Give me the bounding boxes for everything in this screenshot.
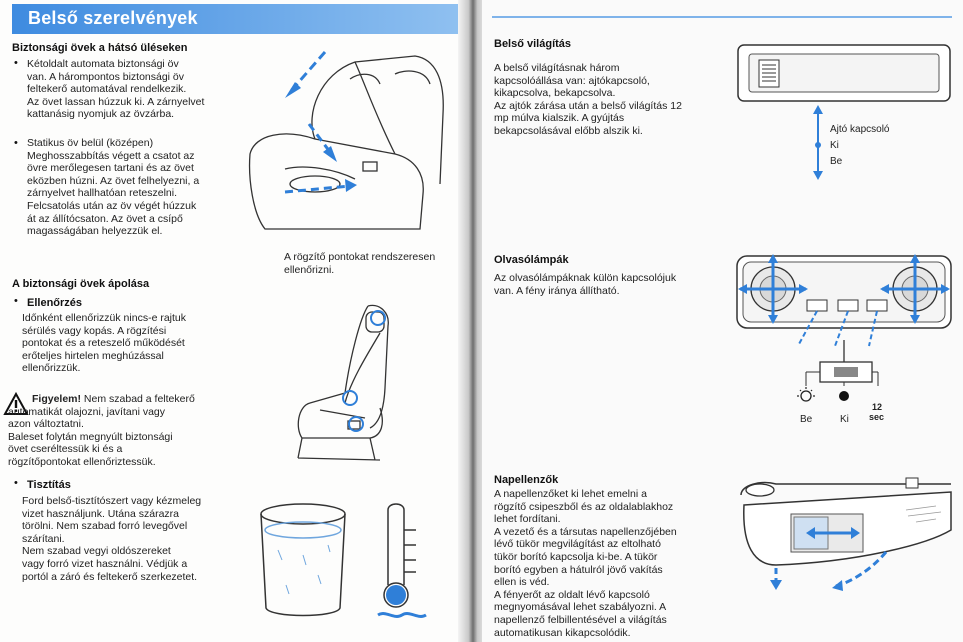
- front-seat-belt-illustration: [290, 298, 410, 466]
- section-banner: [12, 4, 458, 34]
- top-rule: [492, 16, 952, 18]
- bullet: •: [14, 137, 18, 149]
- switch-position-arrow: [808, 105, 828, 180]
- rear-seat-belt-illustration: [245, 44, 455, 244]
- interior-light-switch-illustration: [737, 44, 951, 104]
- label-on: Be: [830, 156, 843, 167]
- label-lamp-12: 12: [872, 402, 883, 412]
- caption-anchor-points: A rögzítő pontokat rendszeresen ellenőrizni.: [284, 251, 436, 276]
- sun-visor-illustration: [736, 470, 958, 592]
- rear-belts-text-2: Statikus öv belül (középen) Meghosszabbítás végett a csatot az övre merőlegesen tartani és az övet eközben húzni. Az övet felhelyezni, a zárnyelvet hallhatóan reteszelni. Felcsatolás után az öv végét húzzuk át az állítócsaton. Az övet a csípő magasságában helyezzük el.: [27, 137, 200, 238]
- subheading-check: Ellenőrzés: [27, 297, 83, 309]
- heading-belt-care: A biztonsági övek ápolása: [12, 278, 150, 290]
- heading-reading-lamps: Olvasólámpák: [494, 254, 569, 266]
- bullet: •: [14, 57, 18, 69]
- rear-belts-text-1: Kétoldalt automata biztonsági öv van. A hárompontos biztonsági öv feltekerő automatával rendelkezik. Az övet lassan húzzuk ki. A zárnyelvet kattanásig nyomjuk az övzárba.: [27, 58, 205, 121]
- reading-lamps-text: Az olvasólámpáknak külön kapcsolójuk van. A fény iránya állítható.: [494, 272, 677, 297]
- left-page: [0, 0, 468, 642]
- warning-body: Nem szabad a feltekerő automatikát olajozni, javítani vagy azon változtatni. Baleset folytán megnyúlt biztonsági övet cseréltessük ki és a rögzítőpontokat ellenőriztessük.: [8, 393, 195, 468]
- interior-light-text: A belső világításnak három kapcsolóállása van: ajtókapcsoló, kikapcsolva, bekapcsolva. Az ajtók zárása után a belső világítás 12 mp múlva kialszik. A gyújtás bekapcsolásával előbb alszik ki.: [494, 62, 682, 137]
- cleaning-text: Ford belső-tisztítószert vagy kézmeleg vizet használjunk. Utána szárazra törölni. Nem szabad forró levegővel szárítani. Nem szabad vegyi oldószereket vagy forró vizet használni. Védjük a portól a záró és feltekerő szerkezetet.: [22, 495, 202, 583]
- label-off: Ki: [830, 140, 839, 151]
- reading-lamp-switch-illustration: [792, 340, 888, 402]
- heading-sun-visors: Napellenzők: [494, 474, 559, 486]
- subheading-cleaning: Tisztítás: [27, 479, 71, 491]
- bullet: •: [14, 477, 18, 489]
- heading-interior-light: Belső világítás: [494, 38, 572, 50]
- reading-lamp-illustration: [735, 254, 953, 354]
- warning-text: [8, 393, 195, 469]
- water-temperature-illustration: [258, 500, 443, 625]
- label-lamp-on: Be: [800, 414, 813, 425]
- heading-rear-belts: Biztonsági övek a hátsó üléseken: [12, 42, 188, 54]
- check-text: Időnként ellenőrizzük nincs-e rajtuk sérülés vagy kopás. A rögzítési pontokat és a reteszelő működését erőteljes hirtelen meghúzással ellenőrizzük.: [22, 312, 187, 375]
- page-title: Belső szerelvények: [28, 8, 198, 28]
- label-lamp-off: Ki: [840, 414, 849, 425]
- sun-visors-text: A napellenzőket ki lehet emelni a rögzítő csipeszből és az oldalablakhoz lehet fordítani. A vezető és a társutas napellenzőjében lévő tükör megvilágítást az eltolható tükör borító kapcsolja ki-be. A tükör borító egyben a hátulról jövő vakítás ellen is véd. A fényerőt az oldalt lévő kapcsoló megnyomásával lehet szabályozni. A napellenző felbillentésével a világítás automatikusan kikapcsolódik.: [494, 488, 677, 639]
- label-lamp-sec: sec: [869, 412, 885, 422]
- label-door-switch: Ajtó kapcsoló: [830, 124, 890, 135]
- warning-label: Figyelem!: [32, 393, 82, 405]
- bullet: •: [14, 295, 18, 307]
